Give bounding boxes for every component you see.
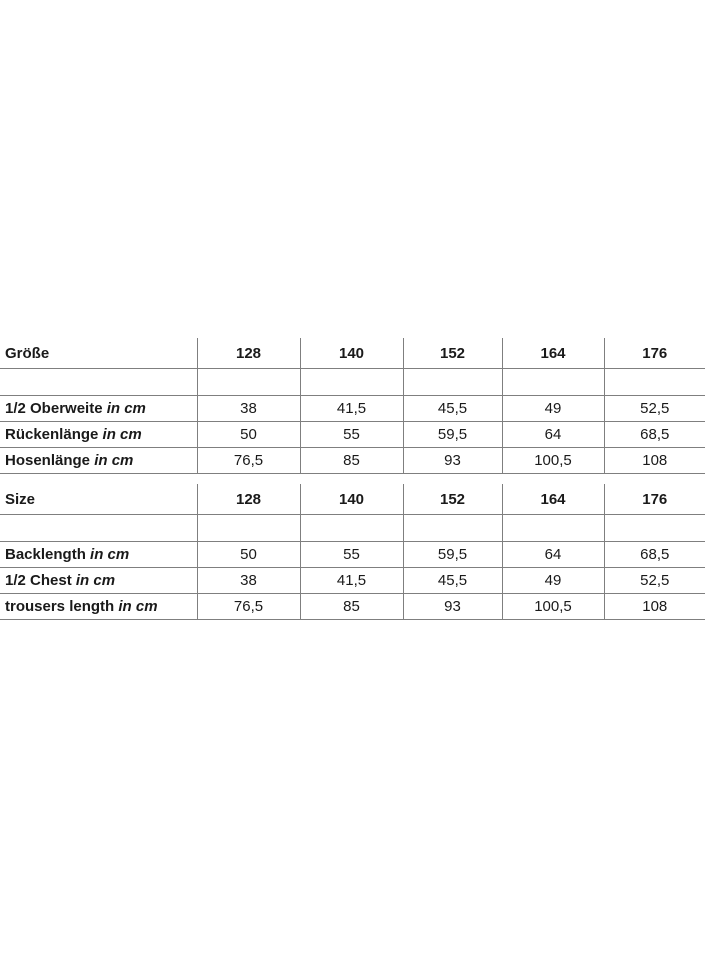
cell-value: 50 bbox=[197, 422, 300, 448]
cell-value: 93 bbox=[403, 448, 502, 474]
cell-value: 100,5 bbox=[502, 448, 604, 474]
header-size: 140 bbox=[300, 484, 403, 515]
row-label: Rückenlänge bbox=[5, 426, 99, 443]
cell-value: 52,5 bbox=[604, 568, 705, 594]
row-unit: in cm bbox=[102, 426, 142, 443]
cell-value: 55 bbox=[300, 422, 403, 448]
row-unit: in cm bbox=[118, 598, 158, 615]
cell-value: 41,5 bbox=[300, 396, 403, 422]
row-label: trousers length bbox=[5, 598, 115, 615]
row-label: 1/2 Chest bbox=[5, 572, 72, 589]
table-row bbox=[0, 422, 705, 448]
cell-value: 76,5 bbox=[197, 594, 300, 620]
cell-value: 76,5 bbox=[197, 448, 300, 474]
row-label: Hosenlänge bbox=[5, 452, 91, 469]
header-size: 152 bbox=[403, 484, 502, 515]
cell-value: 108 bbox=[604, 594, 705, 620]
table-row bbox=[0, 396, 705, 422]
cell-value: 55 bbox=[300, 542, 403, 568]
cell-value: 93 bbox=[403, 594, 502, 620]
cell-value: 49 bbox=[502, 396, 604, 422]
cell-value: 59,5 bbox=[403, 422, 502, 448]
cell-value: 68,5 bbox=[604, 542, 705, 568]
cell-value: 85 bbox=[300, 448, 403, 474]
cell-value: 64 bbox=[502, 422, 604, 448]
cell-value: 41,5 bbox=[300, 568, 403, 594]
header-size: 164 bbox=[502, 484, 604, 515]
cell-value: 45,5 bbox=[403, 396, 502, 422]
row-label: 1/2 Oberweite bbox=[5, 400, 103, 417]
cell-value: 100,5 bbox=[502, 594, 604, 620]
cell-value: 50 bbox=[197, 542, 300, 568]
row-unit: in cm bbox=[106, 400, 146, 417]
table-row bbox=[0, 568, 705, 594]
row-unit: in cm bbox=[90, 546, 130, 563]
spacer-row bbox=[0, 515, 705, 542]
header-size: 140 bbox=[300, 338, 403, 369]
header-label: Größe bbox=[0, 338, 197, 369]
cell-value: 85 bbox=[300, 594, 403, 620]
size-table-english bbox=[0, 484, 705, 620]
size-chart bbox=[0, 338, 705, 620]
header-size: 176 bbox=[604, 338, 705, 369]
header-size: 152 bbox=[403, 338, 502, 369]
cell-value: 52,5 bbox=[604, 396, 705, 422]
row-unit: in cm bbox=[75, 572, 116, 589]
size-table-german bbox=[0, 338, 705, 474]
cell-value: 49 bbox=[502, 568, 604, 594]
cell-value: 45,5 bbox=[403, 568, 502, 594]
header-size: 164 bbox=[502, 338, 604, 369]
row-unit: in cm bbox=[94, 452, 134, 469]
header-size: 176 bbox=[604, 484, 705, 515]
table-header-row bbox=[0, 484, 705, 515]
cell-value: 59,5 bbox=[403, 542, 502, 568]
spacer-row bbox=[0, 369, 705, 396]
cell-value: 68,5 bbox=[604, 422, 705, 448]
header-size: 128 bbox=[197, 338, 300, 369]
cell-value: 38 bbox=[197, 396, 300, 422]
table-row bbox=[0, 594, 705, 620]
cell-value: 38 bbox=[197, 568, 300, 594]
header-size: 128 bbox=[197, 484, 300, 515]
cell-value: 64 bbox=[502, 542, 604, 568]
table-row bbox=[0, 448, 705, 474]
table-header-row bbox=[0, 338, 705, 369]
header-label: Size bbox=[0, 484, 197, 515]
table-row bbox=[0, 542, 705, 568]
row-label: Backlength bbox=[5, 546, 86, 563]
cell-value: 108 bbox=[604, 448, 705, 474]
